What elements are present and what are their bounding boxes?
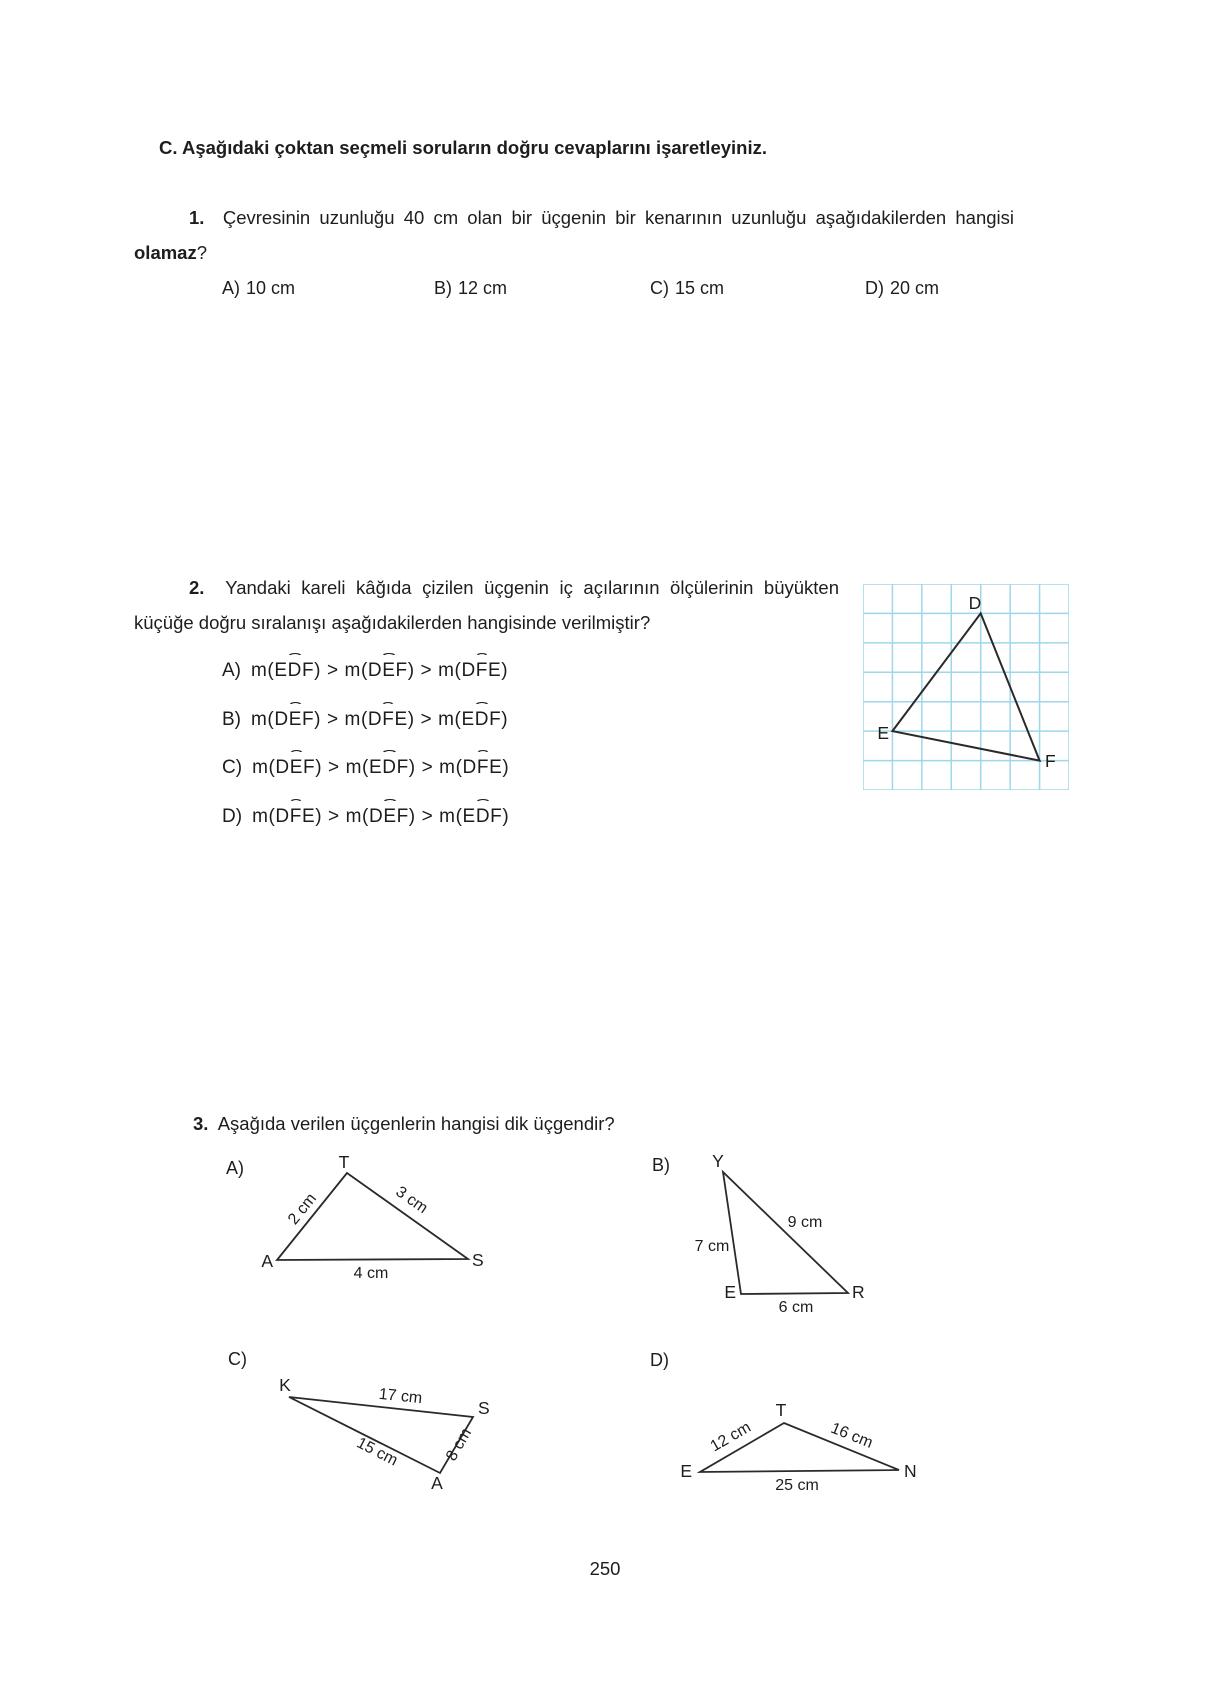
side-label-2cm: 2 cm	[284, 1190, 321, 1228]
vertex-label-s: S	[478, 1398, 490, 1418]
section-title: Aşağıdaki çoktan seçmeli soruların doğru cevaplarını işaretleyiniz.	[181, 137, 767, 158]
vertex-label-r: R	[852, 1282, 865, 1302]
q2-grid-figure	[863, 584, 1069, 790]
side-label-8cm: 8 cm	[443, 1425, 476, 1465]
side-label-25cm: 25 cm	[775, 1477, 819, 1494]
side-label-4cm: 4 cm	[353, 1265, 389, 1282]
q2-option-c-expression: m(DEF) > m(EDF) > m(DFE)	[252, 757, 510, 778]
q2-option-c[interactable]: C) m(DEF) > m(EDF) > m(DFE)	[222, 757, 510, 778]
vertex-label-f: F	[1045, 751, 1056, 771]
vertex-label-e: E	[680, 1461, 692, 1481]
q1-option-b[interactable]: B) 12 cm	[434, 278, 508, 298]
vertex-label-k: K	[279, 1375, 291, 1395]
q1-option-a[interactable]: A) 10 cm	[222, 278, 296, 298]
page-number: 250	[589, 1558, 621, 1579]
q1-option-d[interactable]: D) 20 cm	[865, 278, 940, 298]
q2-option-a[interactable]: A) m(EDF) > m(DEF) > m(DFE)	[222, 660, 509, 681]
vertex-label-t: T	[775, 1400, 787, 1420]
vertex-label-a: A	[261, 1251, 273, 1271]
vertex-label-n: N	[904, 1461, 917, 1481]
question-1-text: 1. Çevresinin uzunluğu 40 cm olan bir üçgenin bir kenarının uzunluğu aşağıdakilerden hangisi olamaz?	[134, 207, 1015, 263]
q2-option-b[interactable]: B) m(DEF) > m(DFE) > m(EDF)	[222, 709, 509, 730]
question-3-text: 3. Aşağıda verilen üçgenlerin hangisi dik üçgendir?	[193, 1113, 615, 1134]
question-2-number: 2.	[189, 577, 205, 598]
vertex-label-s: S	[472, 1250, 484, 1270]
triangle-yer	[723, 1172, 848, 1294]
vertex-label-e: E	[877, 723, 889, 743]
question-1-number: 1.	[189, 207, 205, 228]
q2-option-a-expression: m(EDF) > m(DEF) > m(DFE)	[251, 660, 509, 681]
side-label-3cm: 3 cm	[392, 1183, 431, 1218]
q3-triangle-b	[640, 1150, 880, 1320]
q3-option-a-label[interactable]: A)	[226, 1158, 244, 1178]
triangle-def	[892, 613, 1039, 760]
q3-triangle-d	[640, 1398, 940, 1500]
side-label-6cm: 6 cm	[778, 1299, 814, 1316]
q3-option-b-label[interactable]: B)	[652, 1155, 670, 1175]
side-label-9cm: 9 cm	[787, 1214, 823, 1231]
vertex-label-e: E	[724, 1282, 736, 1302]
vertex-label-t: T	[338, 1152, 350, 1172]
q3-triangle-c	[250, 1370, 520, 1500]
side-label-15cm: 15 cm	[353, 1434, 401, 1470]
q3-option-d-label[interactable]: D)	[650, 1350, 669, 1370]
question-3-number: 3.	[193, 1113, 209, 1134]
vertex-label-y: Y	[712, 1151, 724, 1171]
vertex-label-d: D	[968, 593, 982, 613]
side-label-7cm: 7 cm	[694, 1238, 730, 1255]
q2-option-b-expression: m(DEF) > m(DFE) > m(EDF)	[251, 709, 509, 730]
question-2-text: 2. Yandaki kareli kâğıda çizilen üçgenin iç açılarının ölçülerinin büyükten küçüğe doğru sıralanışı aşağıdakilerden hangisinde verilmiştir?	[134, 577, 839, 633]
vertex-label-a: A	[431, 1473, 443, 1493]
q2-option-d[interactable]: D) m(DFE) > m(DEF) > m(EDF)	[222, 806, 510, 827]
side-label-16cm: 16 cm	[828, 1419, 876, 1452]
q3-triangle-a	[240, 1148, 500, 1293]
section-header	[159, 137, 767, 159]
side-label-17cm: 17 cm	[377, 1385, 424, 1408]
q3-option-c-label[interactable]: C)	[228, 1349, 247, 1369]
q2-option-d-expression: m(DFE) > m(DEF) > m(EDF)	[252, 806, 510, 827]
q1-option-c[interactable]: C) 15 cm	[650, 278, 725, 298]
section-letter: C.	[159, 137, 178, 158]
side-label-12cm: 12 cm	[707, 1418, 754, 1456]
